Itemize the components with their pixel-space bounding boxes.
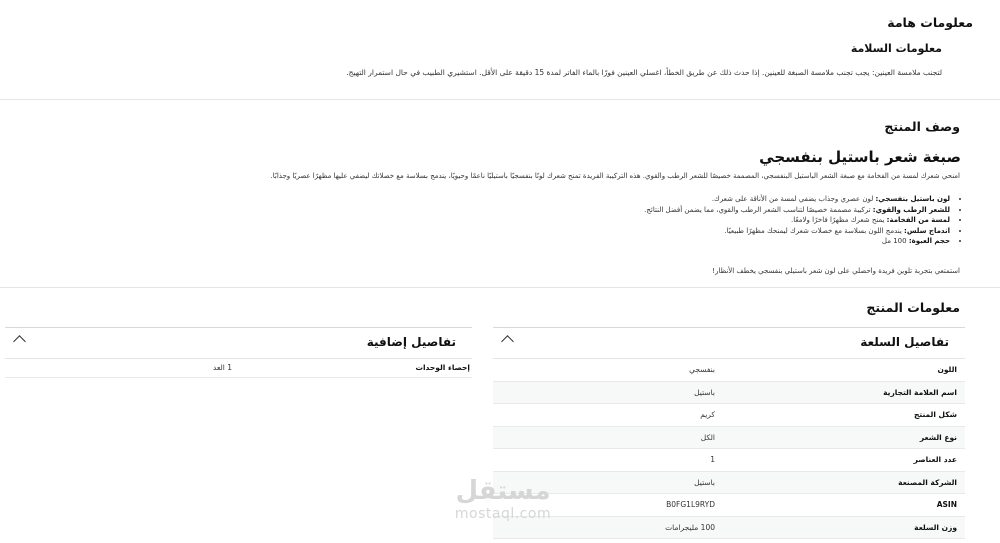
list-item: • للشعر الرطب والقوي: تركيبة مصممة خصيصًا لتناسب الشعر الرطب والقوي، مما يضمن أفضل النتائج. [644, 205, 950, 216]
table-row [493, 359, 965, 382]
product-title: صبغة شعر باستيل بنفسجي [759, 148, 961, 166]
table-row [493, 427, 965, 450]
watermark-latin: mostaql.com [454, 506, 552, 522]
row-key: نوع الشعر [919, 432, 957, 442]
row-key: إحصاء الوحدات [415, 363, 470, 372]
description-closing: استمتعي بتجربة تلوين فريدة واحصلي على لون شعر باستيلي بنفسجي يخطف الأنظار! [712, 267, 960, 275]
row-key: شكل المنتج [914, 410, 957, 419]
row-key: اسم العلامة التجارية [883, 387, 957, 397]
safety-info-heading: معلومات السلامة [850, 42, 942, 55]
chevron-up-icon[interactable] [13, 335, 26, 348]
description-intro: امنحي شعرك لمسة من الفخامة مع صبغة الشعر الباستيل البنفسجي، المصممة خصيصًا للشعر الرطب والقوي. هذه التركيبة الفريدة تمنح شعرك لونًا بنفسجيًا باستيليًا ناعمًا وحيويًا، يندمج بسلاسة مع خصلاتك ليضفي عليها مظهرًا عصريًا وجذابًا. [270, 172, 960, 180]
feature-list [644, 194, 962, 247]
row-value: بنفسجي [689, 365, 715, 374]
divider [0, 99, 1000, 100]
row-value: باستيل [694, 387, 715, 397]
row-key: الشركة المصنعة [898, 477, 957, 487]
table-row [493, 517, 965, 540]
row-key: وزن السلعة [914, 522, 957, 532]
product-description-heading: وصف المنتج [884, 119, 960, 134]
table-row [493, 472, 965, 495]
chevron-up-icon[interactable] [501, 335, 514, 348]
important-info-heading: معلومات هامة [887, 15, 973, 30]
item-details-header[interactable] [493, 327, 965, 359]
row-value: 100 مليجرامات [665, 522, 715, 532]
row-value: الكل [700, 432, 715, 442]
row-key: ASIN [936, 500, 957, 509]
list-item: • اندماج سلس: يندمج اللون بسلاسة مع خصلات شعرك ليمنحك مظهرًا طبيعيًا. [644, 226, 950, 237]
row-value: 1 العد [212, 363, 232, 372]
list-item: • لمسة من الفخامة: يمنح شعرك مظهرًا فاخرًا ولامعًا. [644, 215, 950, 226]
item-details-title: تفاصيل السلعة [860, 335, 949, 349]
item-details-section [493, 327, 965, 539]
divider [0, 287, 1000, 288]
table-row [5, 359, 472, 378]
row-key: عدد العناصر [913, 455, 957, 464]
additional-details-header[interactable] [5, 327, 472, 359]
additional-details-section [5, 327, 472, 378]
table-row [493, 449, 965, 472]
safety-info-text: لتجنب ملامسة العينين: يجب تجنب ملامسة الصبغة للعينين. إذا حدث ذلك عن طريق الخطأ، اغسلي العينين فورًا بالماء الفاتر لمدة 15 دقيقة على الأقل. استشيري الطبيب في حال استمرار التهيج. [346, 68, 942, 77]
row-value: 1 [710, 455, 715, 464]
additional-details-title: تفاصيل إضافية [366, 335, 456, 349]
list-item: • لون باستيل بنفسجي: لون عصري وجذاب يضفي لمسة من الأناقة على شعرك. [644, 194, 950, 205]
watermark-arabic: مستقل [455, 476, 551, 506]
row-key: اللون [937, 365, 957, 374]
table-row [493, 404, 965, 427]
row-value: كريم [700, 410, 715, 419]
list-item: • حجم العبوة: 100 مل [644, 236, 950, 247]
row-value: B0FG1L9RYD [666, 500, 715, 509]
row-value: باستيل [694, 477, 715, 487]
product-info-heading: معلومات المنتج [866, 300, 960, 315]
table-row [493, 494, 965, 517]
table-row [493, 382, 965, 405]
